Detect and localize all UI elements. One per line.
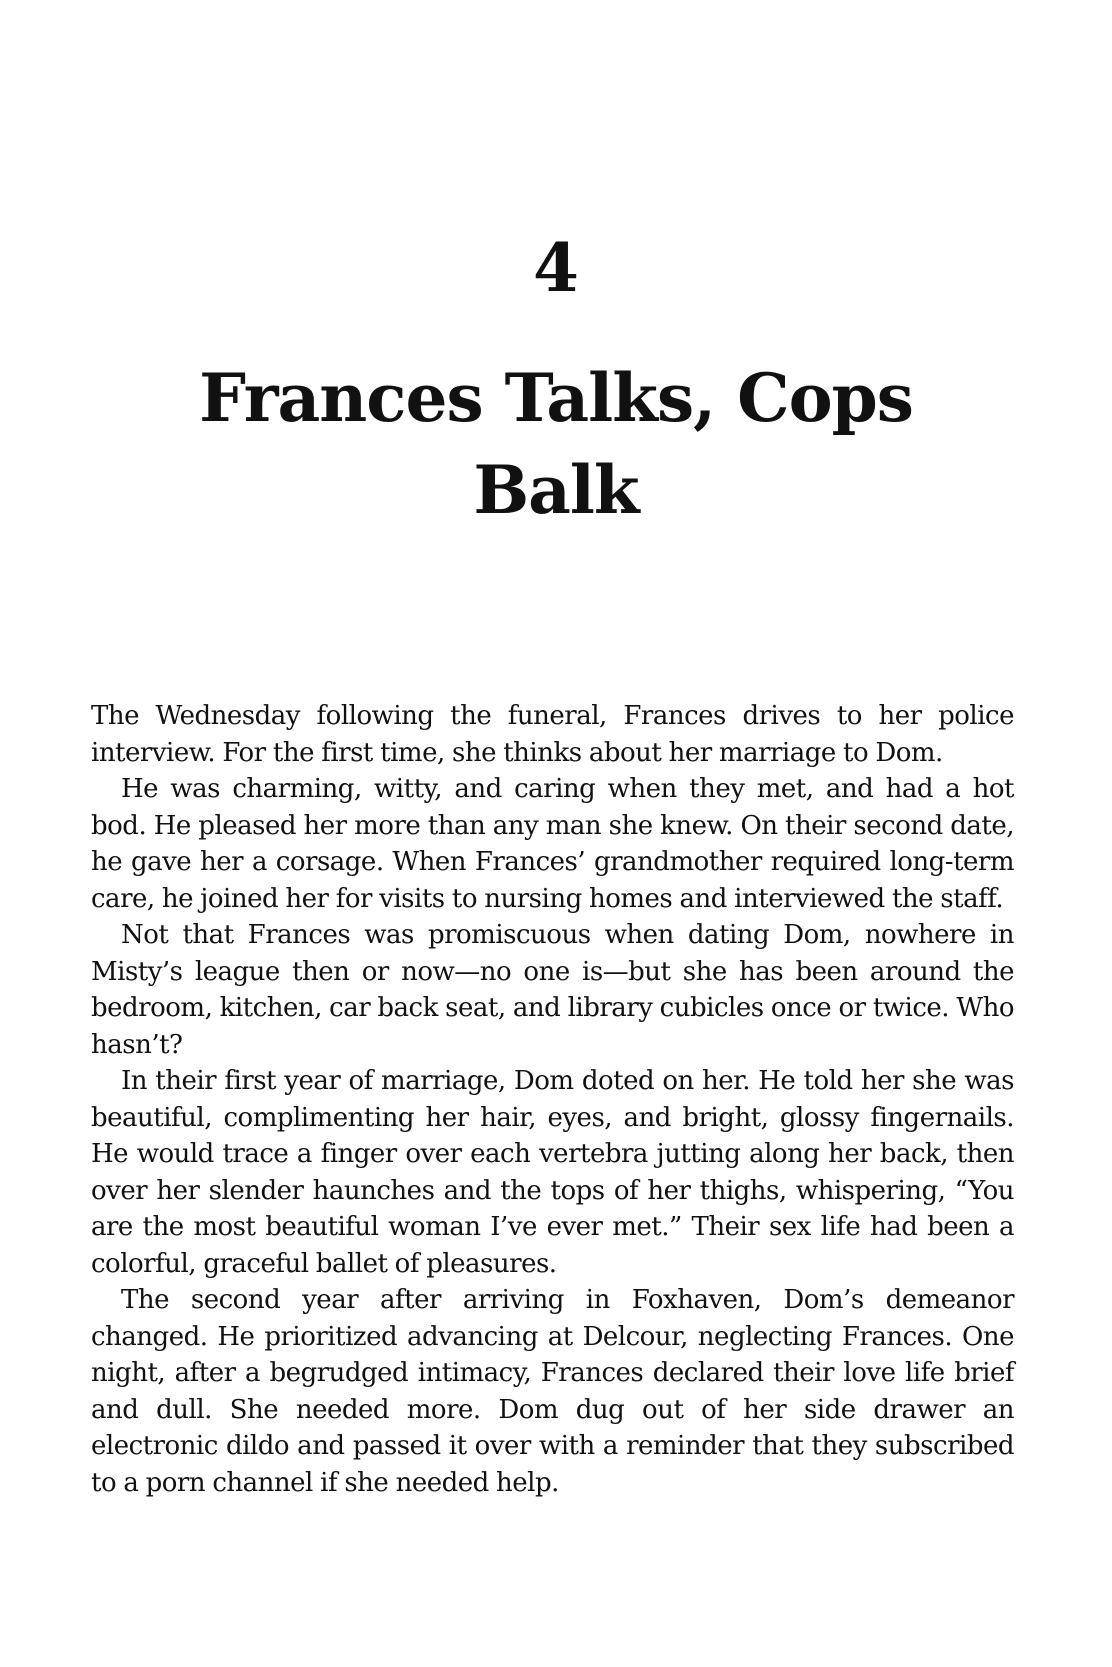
paragraph: The second year after arriving in Foxhaven, Dom’s demeanor changed. He prioritized advancing at Delcour, neglecting Frances. One night, after a begrudged intimacy, Frances declared their love life brief and dull. She needed more. Dom dug out of her side drawer an electronic dildo and passed it over with a reminder that they subscribed to a porn channel if she needed help. bbox=[91, 1285, 1014, 1498]
paragraph: Not that Frances was promiscuous when dating Dom, nowhere in Misty’s league then or now—no one is—but she has been around the bedroom, kitchen, car back seat, and library cubicles once or twice. Who hasn’t? bbox=[91, 920, 1014, 1060]
chapter-title: Frances Talks, Cops Balk bbox=[199, 359, 913, 529]
paragraph: The Wednesday following the funeral, Frances drives to her police interview. For the first time, she thinks about her marriage to Dom. bbox=[91, 701, 1014, 768]
chapter-number: 4 bbox=[533, 229, 579, 307]
paragraph: He was charming, witty, and caring when they met, and had a hot bod. He pleased her more than any man she knew. On their second date, he gave her a corsage. When Frances’ grandmother required long-term care, he joined her for visits to nursing homes and interviewed the staff. bbox=[91, 774, 1014, 914]
paragraph: In their first year of marriage, Dom doted on her. He told her she was beautiful, complimenting her hair, eyes, and bright, glossy fingernails. He would trace a finger over each vertebra jutting along her back, then over her slender haunches and the tops of her thighs, whispering, “You are the most beautiful woman I’ve ever met.” Their sex life had been a colorful, graceful ballet of pleasures. bbox=[91, 1066, 1014, 1279]
chapter-body bbox=[91, 698, 1014, 1501]
